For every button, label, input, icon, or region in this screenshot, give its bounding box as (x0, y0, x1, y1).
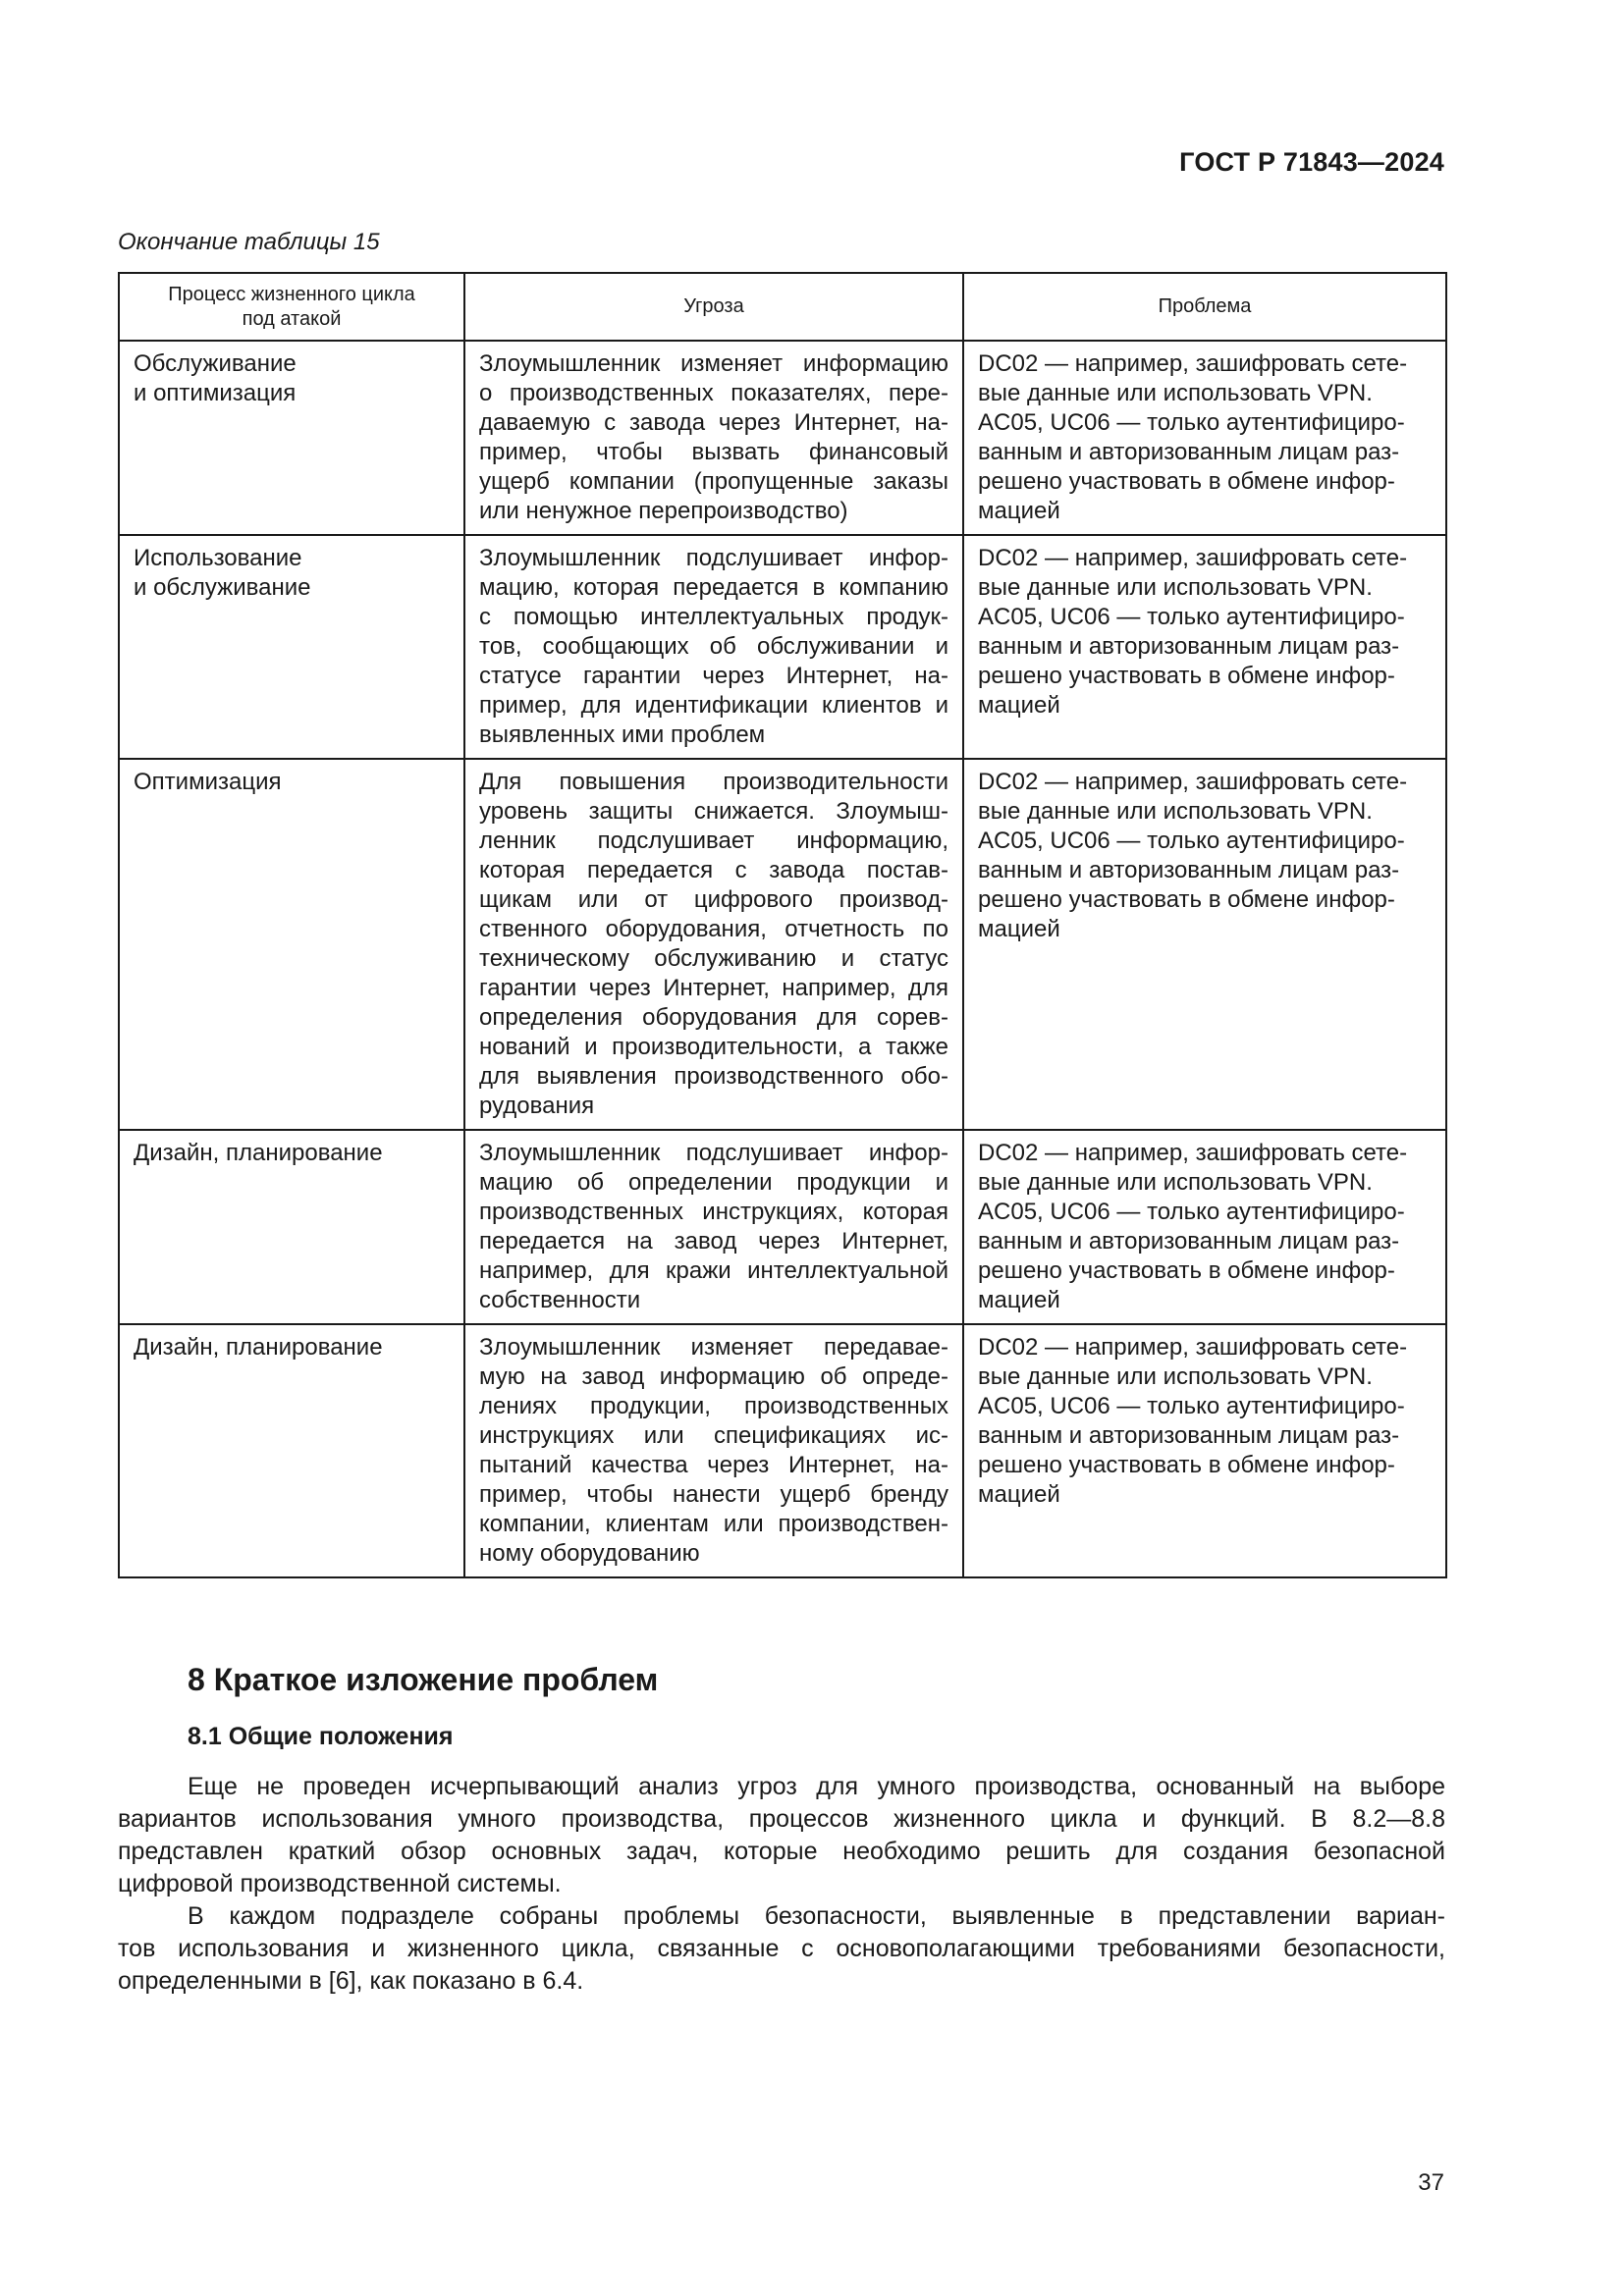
document-code: ГОСТ Р 71843—2024 (1179, 147, 1444, 177)
cell-line: ванным и авторизованным лицам раз- (978, 857, 1400, 883)
cell-line: мацией (978, 1481, 1060, 1508)
paragraph-line: вариантов использования умного производства, процессов жизненного цикла и функций. В 8.2—8.8 (118, 1805, 1445, 1833)
cell-line: уровень защиты снижается. Злоумыш- (479, 798, 948, 825)
cell-line: нований и производительности, а также (479, 1034, 948, 1060)
paragraph-line: В каждом подразделе собраны проблемы безопасности, выявленные в представлении вариан- (188, 1902, 1445, 1930)
cell-line: Дизайн, планирование (134, 1334, 383, 1361)
table-row (119, 1130, 1446, 1324)
cell-process (119, 1324, 464, 1577)
cell-line: мацию об определении продукции и (479, 1169, 948, 1196)
cell-line: ущерб компании (пропущенные заказы (479, 468, 948, 495)
cell-problem (963, 341, 1446, 535)
cell-process (119, 759, 464, 1130)
column-header-process (119, 273, 464, 341)
threats-table (118, 272, 1447, 1578)
cell-line: собственности (479, 1287, 641, 1313)
cell-line: пример, чтобы нанести ущерб бренду (479, 1481, 948, 1508)
cell-line: вые данные или использовать VPN. (978, 1169, 1373, 1196)
paragraph-line: тов использования и жизненного цикла, связанные с основополагающими требованиями безопасности, (118, 1935, 1445, 1962)
section-heading: 8 Краткое изложение проблем (188, 1662, 659, 1697)
cell-line: для выявления производственного обо- (479, 1063, 948, 1090)
page-number: 37 (1418, 2169, 1444, 2196)
cell-line: тов, сообщающих об обслуживании и (479, 633, 948, 660)
header-line: под атакой (242, 307, 342, 330)
cell-process (119, 535, 464, 759)
cell-line: выявленных ими проблем (479, 721, 766, 748)
cell-line: мацию, которая передается в компанию (479, 574, 948, 601)
cell-line: инструкциях или спецификациях ис- (479, 1422, 948, 1449)
cell-line: мацией (978, 916, 1060, 942)
cell-line: DC02 — например, зашифровать сете- (978, 769, 1408, 795)
paragraph-line: определенными в [6], как показано в 6.4. (118, 1967, 584, 1995)
cell-line: например, для кражи интеллектуальной (479, 1257, 948, 1284)
cell-line: о производственных показателях, пере- (479, 380, 948, 406)
cell-line: ному оборудованию (479, 1540, 700, 1567)
cell-line: AC05, UC06 — только аутентифициро- (978, 1393, 1405, 1419)
cell-line: Дизайн, планирование (134, 1140, 383, 1166)
cell-problem (963, 535, 1446, 759)
cell-threat (464, 535, 963, 759)
cell-line: компании, клиентам или производствен- (479, 1511, 948, 1537)
cell-line: которая передается с завода постав- (479, 857, 948, 883)
cell-line: Злоумышленник подслушивает инфор- (479, 545, 948, 571)
cell-line: мую на завод информацию об опреде- (479, 1363, 948, 1390)
cell-line: рудования (479, 1093, 595, 1119)
cell-line: DC02 — например, зашифровать сете- (978, 350, 1408, 377)
subsection-heading: 8.1 Общие положения (188, 1723, 454, 1750)
cell-line: вые данные или использовать VPN. (978, 574, 1373, 601)
header-line: Угроза (683, 295, 744, 317)
body-paragraph (118, 1771, 1445, 1900)
cell-threat (464, 1130, 963, 1324)
table-caption: Окончание таблицы 15 (118, 229, 380, 255)
cell-line: ственного оборудования, отчетность по (479, 916, 948, 942)
cell-line: техническому обслуживанию и статус (479, 945, 948, 972)
cell-threat (464, 1324, 963, 1577)
column-header-problem (963, 273, 1446, 341)
cell-threat (464, 341, 963, 535)
cell-line: производственных инструкциях, которая (479, 1199, 948, 1225)
cell-line: Для повышения производительности (479, 769, 948, 795)
header-line: Проблема (1158, 295, 1252, 317)
cell-line: Злоумышленник изменяет передавае- (479, 1334, 948, 1361)
cell-line: решено участвовать в обмене инфор- (978, 468, 1395, 495)
cell-line: ванным и авторизованным лицам раз- (978, 1422, 1400, 1449)
paragraph-line: представлен краткий обзор основных задач, которые необходимо решить для создания безопасной (118, 1838, 1445, 1865)
cell-line: AC05, UC06 — только аутентифициро- (978, 604, 1405, 630)
cell-problem (963, 1324, 1446, 1577)
cell-line: определения оборудования для сорев- (479, 1004, 948, 1031)
cell-line: мацией (978, 692, 1060, 719)
cell-line: и оптимизация (134, 380, 297, 406)
cell-line: Злоумышленник подслушивает инфор- (479, 1140, 948, 1166)
cell-line: пытаний качества через Интернет, на- (479, 1452, 948, 1478)
cell-line: и обслуживание (134, 574, 311, 601)
cell-process (119, 341, 464, 535)
cell-problem (963, 759, 1446, 1130)
cell-line: AC05, UC06 — только аутентифициро- (978, 828, 1405, 854)
cell-line: ванным и авторизованным лицам раз- (978, 633, 1400, 660)
cell-threat (464, 759, 963, 1130)
cell-line: решено участвовать в обмене инфор- (978, 886, 1395, 913)
cell-line: мацией (978, 498, 1060, 524)
table-row (119, 535, 1446, 759)
cell-process (119, 1130, 464, 1324)
paragraph-line: цифровой производственной системы. (118, 1870, 562, 1897)
cell-line: мацией (978, 1287, 1060, 1313)
cell-line: ленник подслушивает информацию, (479, 828, 948, 854)
cell-line: статусе гарантии через Интернет, на- (479, 663, 948, 689)
cell-line: даваемую с завода через Интернет, на- (479, 409, 948, 436)
cell-line: пример, для идентификации клиентов и (479, 692, 948, 719)
cell-line: вые данные или использовать VPN. (978, 380, 1373, 406)
column-header-threat (464, 273, 963, 341)
table-row (119, 759, 1446, 1130)
cell-line: решено участвовать в обмене инфор- (978, 663, 1395, 689)
cell-line: вые данные или использовать VPN. (978, 798, 1373, 825)
cell-line: лениях продукции, производственных (479, 1393, 948, 1419)
cell-line: Обслуживание (134, 350, 297, 377)
cell-line: щикам или от цифрового производ- (479, 886, 948, 913)
cell-line: или ненужное перепроизводство) (479, 498, 848, 524)
table-header-row (119, 273, 1446, 341)
cell-line: Использование (134, 545, 302, 571)
cell-line: DC02 — например, зашифровать сете- (978, 1334, 1408, 1361)
table-row (119, 1324, 1446, 1577)
cell-line: Оптимизация (134, 769, 282, 795)
cell-line: вые данные или использовать VPN. (978, 1363, 1373, 1390)
header-line: Процесс жизненного цикла (168, 283, 415, 305)
cell-line: AC05, UC06 — только аутентифициро- (978, 1199, 1405, 1225)
cell-line: с помощью интеллектуальных продук- (479, 604, 948, 630)
cell-line: Злоумышленник изменяет информацию (479, 350, 948, 377)
paragraph-line: Еще не проведен исчерпывающий анализ угроз для умного производства, основанный на выборе (188, 1773, 1445, 1800)
cell-line: решено участвовать в обмене инфор- (978, 1257, 1395, 1284)
cell-line: передается на завод через Интернет, (479, 1228, 948, 1255)
table-row (119, 341, 1446, 535)
cell-line: гарантии через Интернет, например, для (479, 975, 948, 1001)
cell-line: AC05, UC06 — только аутентифициро- (978, 409, 1405, 436)
cell-line: пример, чтобы вызвать финансовый (479, 439, 948, 465)
cell-line: решено участвовать в обмене инфор- (978, 1452, 1395, 1478)
cell-line: DC02 — например, зашифровать сете- (978, 545, 1408, 571)
body-paragraph (118, 1900, 1445, 1998)
cell-problem (963, 1130, 1446, 1324)
cell-line: ванным и авторизованным лицам раз- (978, 1228, 1400, 1255)
cell-line: ванным и авторизованным лицам раз- (978, 439, 1400, 465)
cell-line: DC02 — например, зашифровать сете- (978, 1140, 1408, 1166)
